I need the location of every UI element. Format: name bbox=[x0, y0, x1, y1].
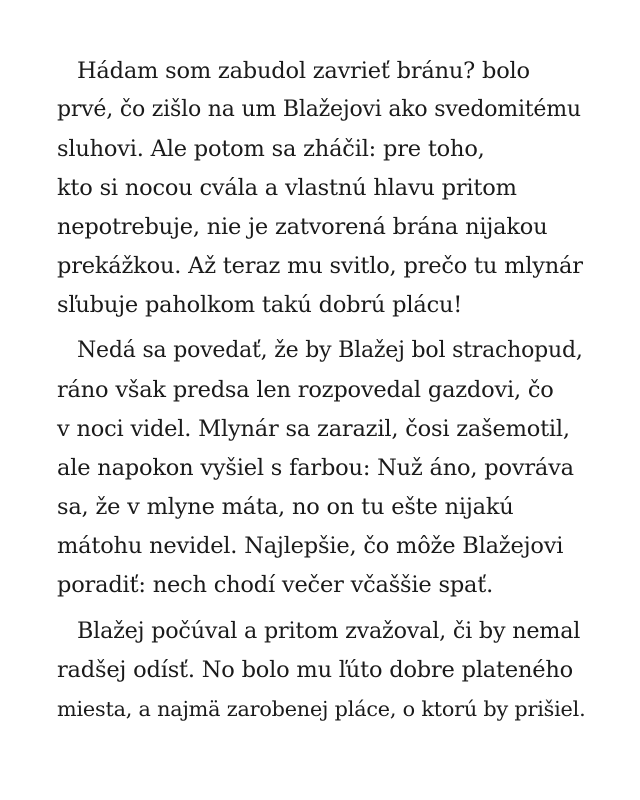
paragraph-3-line-3: miesta, a najmä zarobenej pláce, o ktorú by prišiel. bbox=[57, 697, 586, 721]
paragraph-2-line-1: Nedá sa povedať, že by Blažej bol strachopud, bbox=[77, 338, 583, 363]
paragraph-2-line-2: ráno však predsa len rozpovedal gazdovi, čo bbox=[57, 377, 554, 403]
paragraph-1-line-5: nepotrebuje, nie je zatvorená brána nijakou bbox=[57, 214, 548, 240]
paragraph-1-line-1: Hádam som zabudol zavrieť bránu? bolo bbox=[77, 58, 530, 84]
paragraph-2-line-5: sa, že v mlyne máta, no on tu ešte nijakú bbox=[57, 494, 514, 520]
paragraph-1-line-3: sluhovi. Ale potom sa zháčil: pre toho, bbox=[57, 136, 485, 162]
paragraph-2-line-6: mátohu nevidel. Najlepšie, čo môže Blažejovi bbox=[57, 533, 564, 559]
paragraph-1-line-2: prvé, čo zišlo na um Blažejovi ako svedomitému bbox=[57, 97, 581, 122]
paragraph-3-line-2: radšej odísť. No bolo mu ľúto dobre plateného bbox=[57, 657, 574, 683]
paragraph-2-line-3: v noci videl. Mlynár sa zarazil, čosi zašemotil, bbox=[57, 416, 570, 442]
paragraph-1-line-6: prekážkou. Až teraz mu svitlo, prečo tu mlynár bbox=[57, 253, 583, 279]
paragraph-2-line-7: poradiť: nech chodí večer včaššie spať. bbox=[57, 572, 494, 598]
paragraph-2-line-4: ale napokon vyšiel s farbou: Nuž áno, povráva bbox=[57, 455, 574, 481]
paragraph-3-line-1: Blažej počúval a pritom zvažoval, či by nemal bbox=[77, 618, 581, 644]
paragraph-1-line-4: kto si nocou cvála a vlastnú hlavu pritom bbox=[57, 175, 517, 201]
paragraph-1-line-7: sľubuje paholkom takú dobrú plácu! bbox=[57, 292, 463, 318]
